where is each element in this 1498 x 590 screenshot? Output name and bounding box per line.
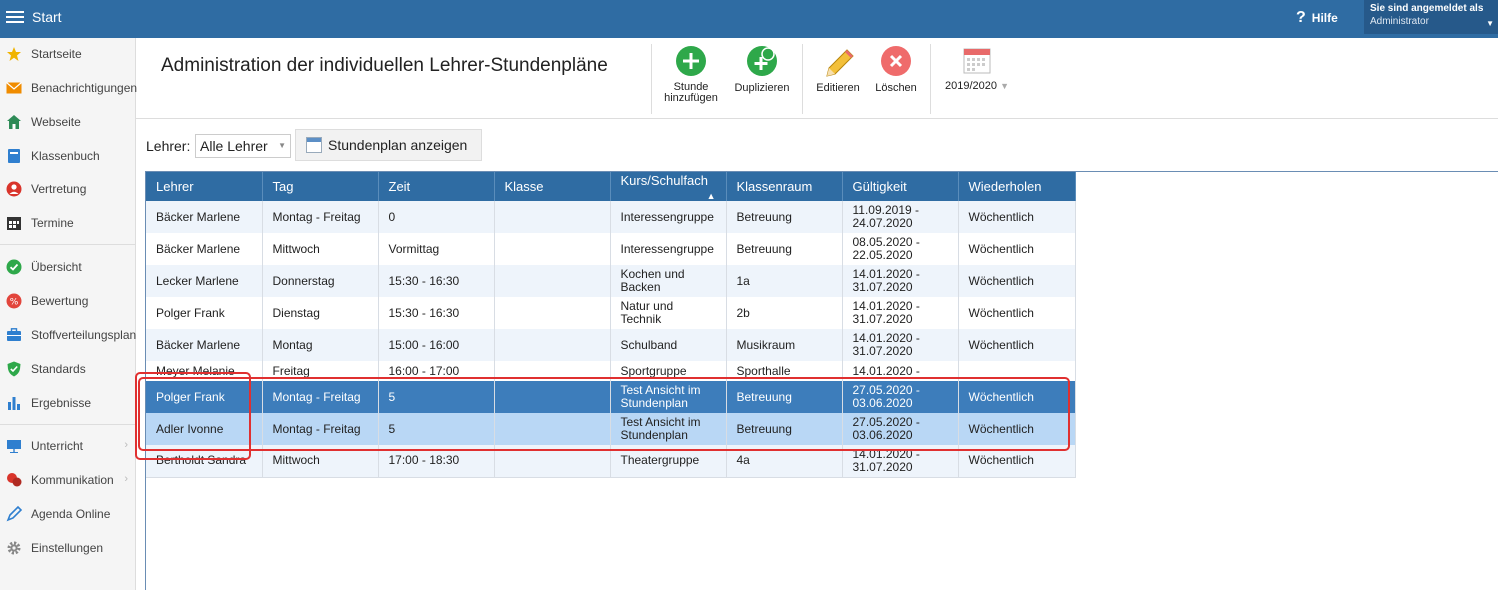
app-title[interactable]: Start: [32, 9, 62, 25]
school-year-selector[interactable]: [940, 46, 1014, 92]
chevron-down-icon: ▼: [1486, 19, 1494, 28]
cell-tag: Mittwoch: [262, 445, 378, 477]
sidebar-item-unterricht[interactable]: [0, 431, 136, 461]
table-row[interactable]: [146, 445, 1075, 477]
sidebar-item-webseite[interactable]: [0, 107, 136, 137]
cell-klasse: [494, 265, 610, 297]
svg-text:%: %: [9, 297, 19, 308]
help-button[interactable]: [1296, 9, 1338, 27]
cell-kurs: Test Ansicht im Stundenplan: [610, 413, 726, 445]
chevron-down-icon: ▼: [278, 141, 286, 150]
sidebar-divider: [0, 424, 136, 425]
calendar-icon: [6, 215, 22, 231]
teacher-select-value: Alle Lehrer: [200, 138, 268, 154]
column-header-kurs-label: Kurs/Schulfach: [620, 172, 708, 188]
chevron-right-icon: ›: [124, 439, 128, 451]
validity-to: 31.07.2020: [852, 312, 913, 326]
sidebar-item-label: Übersicht: [31, 260, 82, 274]
cell-kurs: Natur und Technik: [610, 297, 726, 329]
cell-klasse: [494, 201, 610, 233]
cell-tag: Montag - Freitag: [262, 381, 378, 413]
cell-wiederholen: Wöchentlich: [958, 329, 1075, 361]
column-header-klasse[interactable]: Klasse: [494, 172, 610, 201]
cell-lehrer: Bäcker Marlene: [146, 233, 262, 265]
cell-wiederholen: [958, 361, 1075, 381]
sidebar-item-benachrichtigungen[interactable]: [0, 73, 136, 103]
table-row[interactable]: [146, 329, 1075, 361]
edit-label: Editieren: [816, 82, 860, 94]
cell-kurs: Theatergruppe: [610, 445, 726, 477]
cell-raum: Betreuung: [726, 413, 842, 445]
cell-gueltigkeit: [842, 361, 958, 381]
cell-gueltigkeit: [842, 413, 958, 445]
sidebar-item-klassenbuch[interactable]: [0, 141, 136, 171]
school-year-label: 2019/2020: [945, 80, 997, 92]
briefcase-icon: [6, 327, 22, 343]
cell-wiederholen: Wöchentlich: [958, 381, 1075, 413]
add-lesson-button[interactable]: [660, 46, 722, 104]
sidebar-item-stoffverteilungsplan[interactable]: [0, 320, 136, 350]
validity-to: 22.05.2020: [852, 248, 913, 262]
plus-icon: [676, 46, 706, 76]
cell-zeit: Vormittag: [378, 233, 494, 265]
shield-icon: [6, 361, 22, 377]
home-icon: [6, 114, 22, 130]
check-circle-icon: [6, 259, 22, 275]
sidebar-item-termine[interactable]: [0, 208, 136, 238]
sort-ascending-icon: ▲: [706, 190, 716, 201]
cell-kurs: Sportgruppe: [610, 361, 726, 381]
sidebar-item-bewertung[interactable]: [0, 286, 136, 316]
book-icon: [6, 148, 22, 164]
teacher-select[interactable]: [195, 134, 291, 158]
toolbar-separator: [930, 44, 931, 114]
sidebar-item-uebersicht[interactable]: [0, 252, 136, 282]
chevron-down-icon: ▼: [1000, 81, 1009, 91]
user-line1: Sie sind angemeldet als: [1370, 3, 1484, 14]
column-header-kurs[interactable]: [610, 172, 726, 201]
cell-lehrer: Bertholdt Sandra: [146, 445, 262, 477]
delete-label: Löschen: [875, 82, 917, 94]
cell-lehrer: Polger Frank: [146, 381, 262, 413]
cell-tag: Dienstag: [262, 297, 378, 329]
validity-to: 31.07.2020: [852, 344, 913, 358]
cell-lehrer: Bäcker Marlene: [146, 201, 262, 233]
question-mark-icon: ?: [1296, 9, 1306, 26]
sidebar-item-label: Klassenbuch: [31, 149, 100, 163]
cell-gueltigkeit: [842, 381, 958, 413]
cell-kurs: Interessengruppe: [610, 233, 726, 265]
cell-zeit: 5: [378, 413, 494, 445]
validity-from: 14.01.2020 -: [852, 331, 920, 345]
help-label: Hilfe: [1311, 11, 1338, 25]
validity-to: 03.06.2020: [852, 428, 913, 442]
validity-from: 11.09.2019 -: [852, 203, 919, 217]
cell-klasse: [494, 361, 610, 381]
cell-wiederholen: Wöchentlich: [958, 265, 1075, 297]
validity-from: 27.05.2020 -: [852, 415, 920, 429]
cell-wiederholen: Wöchentlich: [958, 413, 1075, 445]
cell-kurs: Kochen und Backen: [610, 265, 726, 297]
column-header-tag[interactable]: Tag: [262, 172, 378, 201]
sidebar-item-agenda-online[interactable]: [0, 499, 136, 529]
validity-to: 31.07.2020: [852, 459, 913, 474]
cell-raum: Sporthalle: [726, 361, 842, 381]
cell-wiederholen: Wöchentlich: [958, 297, 1075, 329]
table-row[interactable]: [146, 297, 1075, 329]
page-title: Administration der individuellen Lehrer-Stundenpläne: [161, 55, 608, 76]
gear-icon: [6, 540, 22, 556]
cell-wiederholen: Wöchentlich: [958, 233, 1075, 265]
validity-to: 31.07.2020: [852, 280, 913, 294]
cell-zeit: 15:30 - 16:30: [378, 297, 494, 329]
rating-icon: [6, 293, 22, 309]
sidebar-item-label: Agenda Online: [31, 507, 111, 521]
teacher-filter-label: Lehrer:: [146, 138, 191, 154]
cell-tag: Montag - Freitag: [262, 413, 378, 445]
cell-lehrer: Adler Ivonne: [146, 413, 262, 445]
cell-lehrer: Meyer Melanie: [146, 361, 262, 381]
top-bar: [0, 0, 1498, 38]
cell-zeit: 15:30 - 16:30: [378, 265, 494, 297]
cell-tag: Freitag: [262, 361, 378, 381]
cell-klasse: [494, 329, 610, 361]
cell-lehrer: Polger Frank: [146, 297, 262, 329]
validity-from: 14.01.2020 -: [852, 446, 920, 461]
cell-wiederholen: Wöchentlich: [958, 445, 1075, 477]
toolbar-separator: [651, 44, 652, 114]
table-row-selected[interactable]: [146, 413, 1075, 445]
cell-gueltigkeit: [842, 445, 958, 477]
sidebar-item-standards[interactable]: [0, 354, 136, 384]
duplicate-icon: [747, 46, 777, 76]
close-icon: [881, 46, 911, 76]
cell-zeit: 16:00 - 17:00: [378, 361, 494, 381]
cell-raum: 2b: [726, 297, 842, 329]
delete-button[interactable]: [872, 46, 920, 94]
table-row-selected[interactable]: [146, 381, 1075, 413]
cell-klasse: [494, 297, 610, 329]
cell-raum: Musikraum: [726, 329, 842, 361]
cell-raum: Betreuung: [726, 381, 842, 413]
cell-wiederholen: Wöchentlich: [958, 201, 1075, 233]
sidebar-item-label: Einstellungen: [31, 541, 104, 555]
duplicate-button[interactable]: [731, 46, 793, 94]
pen-icon: [6, 506, 22, 522]
chevron-right-icon: ›: [124, 473, 128, 485]
cell-kurs: Test Ansicht im Stundenplan: [610, 381, 726, 413]
chat-icon: [6, 472, 22, 488]
table-row[interactable]: [146, 265, 1075, 297]
cell-gueltigkeit: [842, 297, 958, 329]
envelope-icon: [6, 80, 22, 96]
cell-raum: Betreuung: [726, 233, 842, 265]
cell-klasse: [494, 233, 610, 265]
sidebar-item-label: Vertretung: [31, 182, 87, 196]
cell-gueltigkeit: [842, 265, 958, 297]
column-header-gueltigkeit[interactable]: Gültigkeit: [842, 172, 958, 201]
user-menu[interactable]: [1364, 0, 1498, 34]
sidebar-item-startseite[interactable]: [0, 39, 136, 69]
sidebar-item-label: Unterricht: [31, 439, 84, 453]
cell-zeit: 15:00 - 16:00: [378, 329, 494, 361]
show-timetable-label: Stundenplan anzeigen: [328, 137, 468, 153]
validity-to: 03.06.2020: [852, 396, 913, 410]
cell-tag: Donnerstag: [262, 265, 378, 297]
validity-from: 27.05.2020 -: [852, 383, 920, 397]
cell-zeit: 5: [378, 381, 494, 413]
cell-kurs: Interessengruppe: [610, 201, 726, 233]
cell-raum: Betreuung: [726, 201, 842, 233]
sidebar-item-label: Bewertung: [31, 294, 89, 308]
sidebar-item-vertretung[interactable]: [0, 174, 136, 204]
duplicate-label: Duplizieren: [734, 82, 790, 94]
sidebar-item-label: Startseite: [31, 47, 82, 61]
calendar-icon: [963, 46, 991, 74]
cell-lehrer: Lecker Marlene: [146, 265, 262, 297]
cell-tag: Montag - Freitag: [262, 201, 378, 233]
add-lesson-label-1: Stunde: [673, 81, 709, 93]
table-row[interactable]: [146, 233, 1075, 265]
user-name: Administrator: [1370, 16, 1429, 27]
column-header-klassenraum[interactable]: Klassenraum: [726, 172, 842, 201]
validity-from: 14.01.2020 -: [852, 267, 920, 281]
toolbar-separator: [802, 44, 803, 114]
sidebar-item-label: Kommunikation: [31, 473, 114, 487]
sidebar-divider: [0, 244, 136, 245]
add-lesson-label-2: hinzufügen: [664, 92, 718, 104]
sidebar: [0, 38, 136, 590]
board-icon: [6, 438, 22, 454]
header-rule: [136, 118, 1498, 119]
sidebar-item-label: Standards: [31, 362, 86, 376]
cell-raum: 1a: [726, 265, 842, 297]
sidebar-item-einstellungen[interactable]: [0, 533, 136, 563]
validity-to: 24.07.2020: [852, 216, 913, 230]
cell-klasse: [494, 381, 610, 413]
sidebar-item-label: Benachrichtigungen: [31, 81, 138, 95]
cell-gueltigkeit: [842, 201, 958, 233]
show-timetable-button[interactable]: [295, 129, 482, 161]
star-icon: [6, 46, 22, 62]
cell-zeit: 17:00 - 18:30: [378, 445, 494, 477]
calendar-icon: [306, 137, 322, 153]
pencil-icon: [823, 46, 853, 76]
cell-tag: Montag: [262, 329, 378, 361]
cell-raum: 4a: [726, 445, 842, 477]
sidebar-item-label: Webseite: [31, 115, 81, 129]
table-row[interactable]: [146, 201, 1075, 233]
timetable-grid: [146, 172, 1076, 478]
sidebar-item-label: Termine: [31, 216, 74, 230]
sidebar-item-kommunikation[interactable]: [0, 465, 136, 495]
sidebar-item-label: Stoffverteilungsplan: [31, 328, 137, 342]
column-header-wiederholen[interactable]: Wiederholen: [958, 172, 1075, 201]
cell-lehrer: Bäcker Marlene: [146, 329, 262, 361]
person-icon: [6, 181, 22, 197]
cell-zeit: 0: [378, 201, 494, 233]
sidebar-item-ergebnisse[interactable]: [0, 388, 136, 418]
table-header: [146, 172, 1075, 201]
table-row[interactable]: [146, 361, 1075, 381]
cell-gueltigkeit: [842, 233, 958, 265]
cell-klasse: [494, 413, 610, 445]
bar-chart-icon: [6, 395, 22, 411]
hamburger-menu-icon[interactable]: [6, 8, 24, 28]
cell-gueltigkeit: [842, 329, 958, 361]
column-header-lehrer[interactable]: Lehrer: [146, 172, 262, 201]
column-header-zeit[interactable]: Zeit: [378, 172, 494, 201]
validity-from: 08.05.2020 -: [852, 235, 920, 249]
cell-kurs: Schulband: [610, 329, 726, 361]
edit-button[interactable]: [812, 46, 864, 94]
sidebar-item-label: Ergebnisse: [31, 396, 92, 410]
cell-tag: Mittwoch: [262, 233, 378, 265]
cell-klasse: [494, 445, 610, 477]
validity-from: 14.01.2020 -: [852, 299, 920, 313]
validity-from: 14.01.2020 -: [852, 363, 920, 378]
